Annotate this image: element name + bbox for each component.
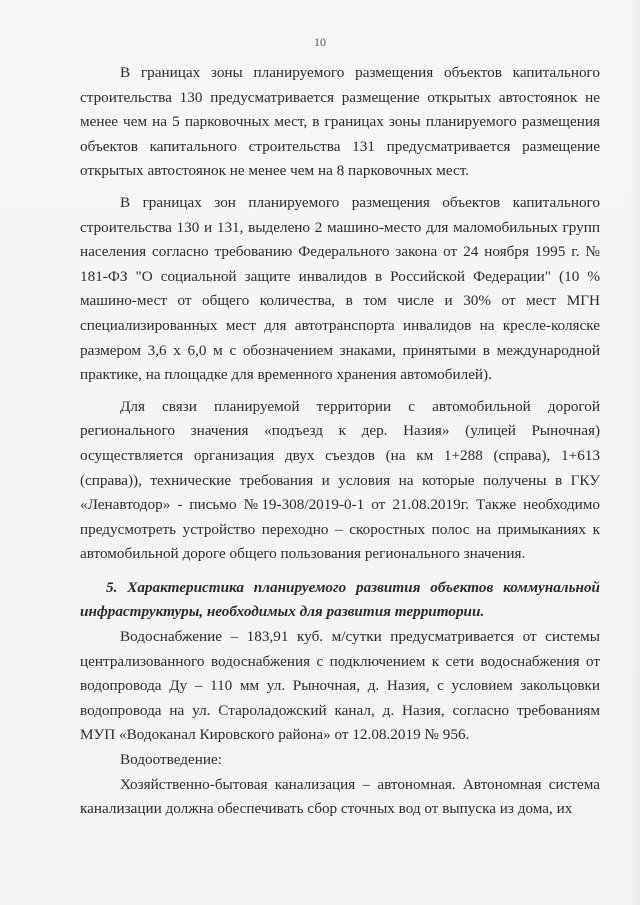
page-number: 10 bbox=[314, 35, 326, 49]
document-body bbox=[80, 61, 600, 822]
paragraph-accessible-parking: В границах зон планируемого размещения объектов капитального строительства 130 и 131, выделено 2 машино-место для маломобильных групп населения согласно требованию Федерального закона от 24 ноября 1995 г. № 181-ФЗ "О социальной защите инвалидов в Российской Федерации" (10 % машино-мест от общего количества, в том числе и 30% от мест МГН специализированных мест для автотранспорта инвалидов на кресле-коляске размером 3,6 х 6,0 м с обозначением знаками, принятыми в международной практике, на площадке для временного хранения автомобилей). bbox=[80, 193, 600, 384]
paragraph-water-supply: Водоснабжение – 183,91 куб. м/сутки предусматривается от системы централизованного водоснабжения с подключением к сети водоснабжения от водопровода Ду – 110 мм ул. Рыночная, д. Назия, с условием закольцовки водопровода на ул. Староладожский канал, д. Назия, согласно требованиям МУП «Водоканал Кировского района» от 12.08.2019 № 956. bbox=[80, 628, 600, 744]
paragraph-sewage: Хозяйственно-бытовая канализация – автономная. Автономная система канализации должна обеспечивать сбор сточных вод от выпуска из дома, их bbox=[80, 775, 600, 818]
paragraph-parking-spaces: В границах зоны планируемого размещения объектов капитального строительства 130 предусматривается размещение открытых автостоянок не менее чем на 5 парковочных мест, в границах зоны планируемого размещения объектов капитального строительства 131 предусматривается размещение открытых автостоянок не менее чем на 8 парковочных мест. bbox=[80, 64, 600, 180]
scan-edge-shadow bbox=[630, 0, 640, 905]
section-heading: 5. Характеристика планируемого развития объектов коммунальной инфраструктуры, необходимых для развития территории. bbox=[80, 578, 600, 621]
paragraph-drainage-label: Водоотведение: bbox=[120, 751, 222, 769]
paragraph-road-connection: Для связи планируемой территории с автомобильной дорогой регионального значения «подъезд к дер. Назия» (улицей Рыночная) осуществляется организация двух съездов (на км 1+288 (справа), 1+613 (справа)), технические требования и условия на которые получены в ГКУ «Ленавтодор» - письмо №19-308/2019-0-1 от 21.08.2019г. Также необходимо предусмотреть устройство переходно – скоростных полос на примыканиях к автомобильной дороге общего пользования регионального значения. bbox=[80, 397, 600, 563]
